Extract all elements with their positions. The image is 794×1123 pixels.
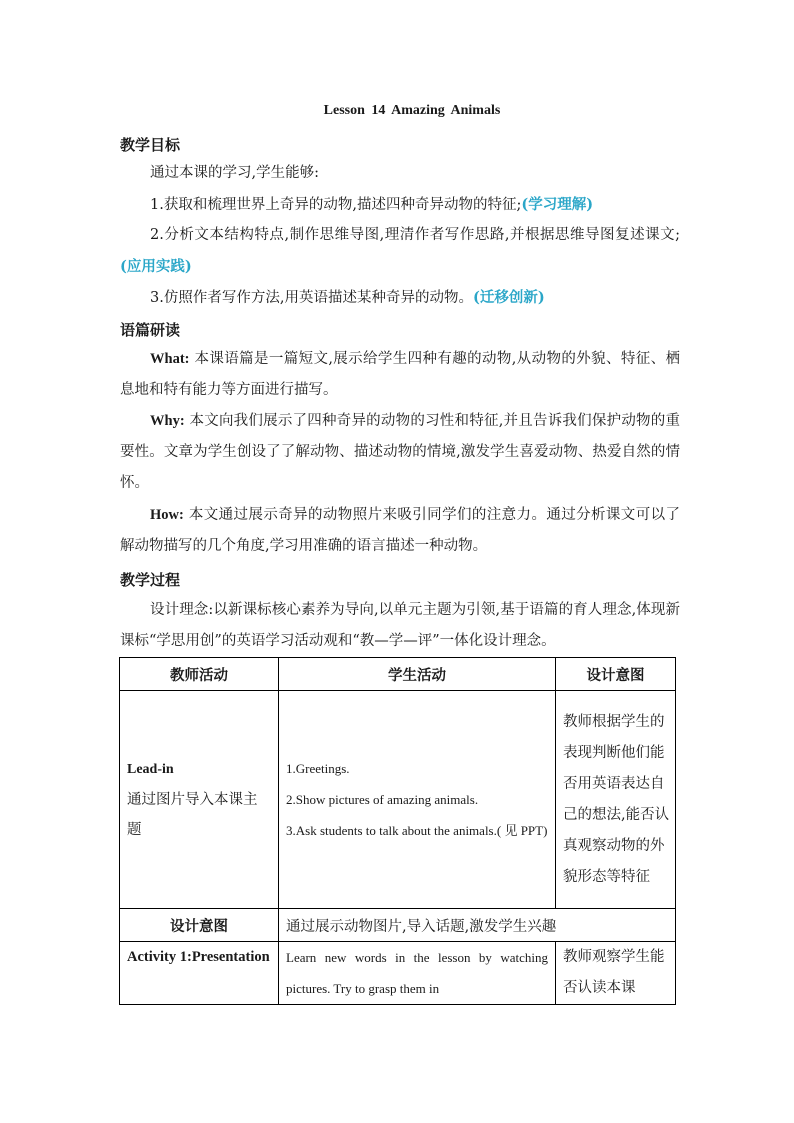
why-text: 本文向我们展示了四种奇异的动物的习性和特征,并且告诉我们保护动物的重要性。文章为学生创设了了解动物、描述动物的情境,激发学生喜爱动物、热爱自然的情怀。 <box>120 413 680 491</box>
objective-text: 2.分析文本结构特点,制作思维导图,理清作者写作思路,并根据思维导图复述课文; <box>150 227 680 243</box>
objective-item-3 <box>120 282 680 314</box>
header-design-intent: 设计意图 <box>556 658 676 691</box>
leadin-intent-cell: 教师根据学生的表现判断他们能否用英语表达自己的想法,能否认真观察动物的外貌形态等特征 <box>556 691 676 909</box>
design-concept: 设计理念:以新课标核心素养为导向,以单元主题为引领,基于语篇的育人理念,体现新课标“学思用创”的英语学习活动观和“教—学—评”一体化设计理念。 <box>120 602 680 649</box>
leadin-desc: 通过图片导入本课主题 <box>127 791 258 838</box>
process-heading: 教学过程 <box>120 571 181 589</box>
objective-tag: (应用实践) <box>120 258 192 275</box>
reading-heading: 语篇研读 <box>120 321 181 339</box>
leadin-step: 3.Ask students to talk about the animals.( 见 PPT) <box>286 823 548 838</box>
reading-why <box>120 406 680 499</box>
header-teacher-activity: 教师活动 <box>120 658 279 691</box>
objective-tag: (学习理解) <box>521 196 594 213</box>
activity1-steps: Learn new words in the lesson by watching pictures. Try to grasp them in <box>279 942 556 1005</box>
table-row <box>120 909 676 942</box>
header-student-activity: 学生活动 <box>279 658 556 691</box>
objective-item-1 <box>120 189 680 221</box>
table-row <box>120 942 676 1005</box>
objective-item-2 <box>120 220 680 283</box>
leadin-step: 2.Show pictures of amazing animals. <box>286 792 479 807</box>
lesson-plan-table <box>119 657 676 1005</box>
how-label: How: <box>150 507 184 523</box>
leadin-step: 1.Greetings. <box>286 761 350 776</box>
objectives-heading: 教学目标 <box>120 136 181 154</box>
table-row <box>120 691 676 909</box>
reading-how <box>120 500 680 562</box>
objective-tag: (迁移创新) <box>472 289 545 306</box>
leadin-teacher-cell <box>120 691 279 909</box>
why-label: Why: <box>150 413 185 429</box>
how-text: 本文通过展示奇异的动物照片来吸引同学们的注意力。通过分析课文可以了解动物描写的几个角度,学习用准确的语言描述一种动物。 <box>120 507 680 554</box>
reading-what <box>120 344 680 406</box>
what-label: What: <box>150 351 190 367</box>
design-row-text: 通过展示动物图片,导入话题,激发学生兴趣 <box>279 909 676 942</box>
objective-text: 3.仿照作者写作方法,用英语描述某种奇异的动物。 <box>150 290 473 306</box>
objectives-intro: 通过本课的学习,学生能够: <box>150 165 319 181</box>
what-text: 本课语篇是一篇短文,展示给学生四种有趣的动物,从动物的外貌、特征、栖息地和特有能力等方面进行描写。 <box>120 351 680 398</box>
objective-text: 1.获取和梳理世界上奇异的动物,描述四种奇异动物的特征; <box>150 197 522 213</box>
leadin-title: Lead-in <box>127 761 174 777</box>
lesson-title: Lesson 14 Amazing Animals <box>323 103 501 118</box>
design-row-label: 设计意图 <box>120 909 279 942</box>
table-header-row <box>120 658 676 691</box>
activity1-title: Activity 1:Presentation <box>120 942 279 1005</box>
activity1-intent: 教师观察学生能否认读本课 <box>556 942 676 1005</box>
leadin-student-cell <box>279 691 556 909</box>
